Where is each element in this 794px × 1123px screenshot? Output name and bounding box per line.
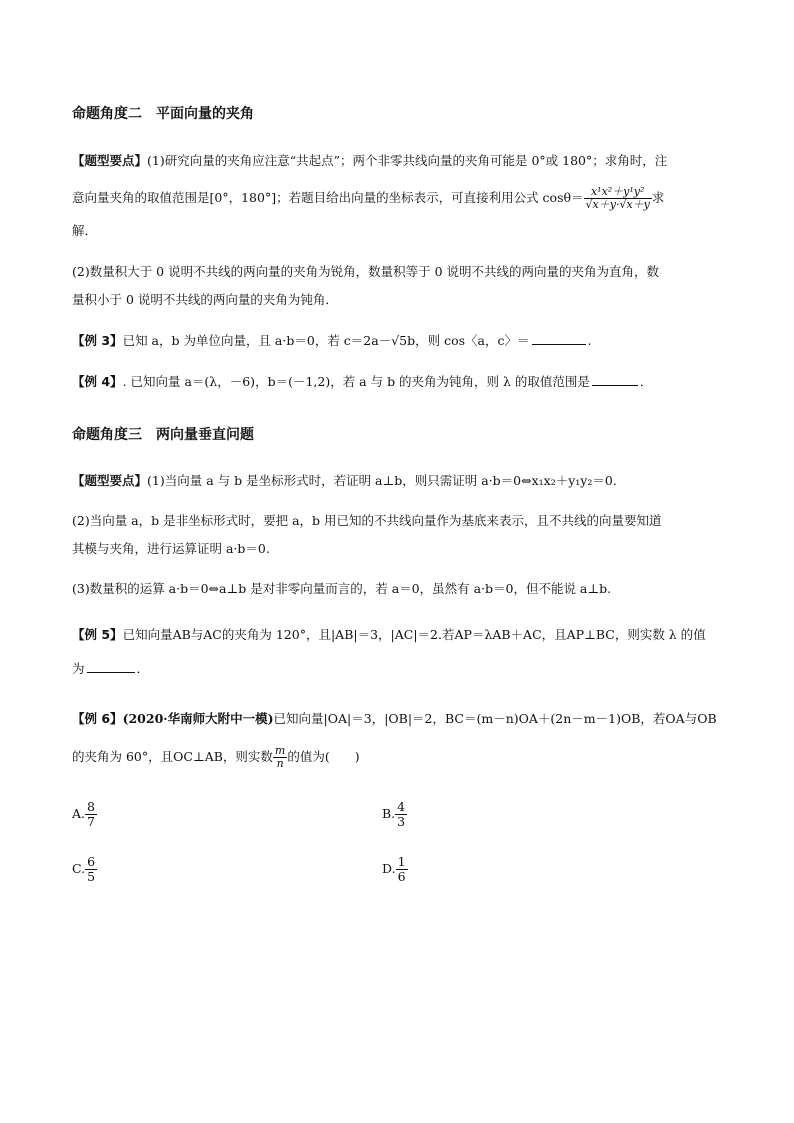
option-a[interactable] xyxy=(72,800,97,829)
sec3-point2-line2: 其模与夹角，进行运算证明 a·b＝0. xyxy=(72,541,270,556)
option-c[interactable] xyxy=(72,855,97,884)
example-5-line2 xyxy=(72,659,149,677)
text: 求 xyxy=(651,190,665,206)
m-over-n xyxy=(273,745,287,770)
formula-denominator: √x＋y·√x＋y xyxy=(585,198,650,212)
answer-blank[interactable] xyxy=(532,333,586,345)
sec3-point1 xyxy=(72,471,617,489)
sec2-point2-line2: 量积小于 0 说明不共线的两向量的夹角为钝角． xyxy=(72,292,338,307)
answer-blank[interactable] xyxy=(592,374,638,386)
answer-blank[interactable] xyxy=(87,661,135,673)
fraction-denominator: 7 xyxy=(87,813,95,829)
fraction-denominator: 5 xyxy=(87,868,96,884)
sec3-point2-line1: (2)当向量 a，b 是非坐标形式时，要把 a，b 用已知的不共线向量作为基底来表示，且不共线的向量要知道 xyxy=(72,513,662,528)
example-label: 【例 5】 xyxy=(72,627,123,642)
example-label: 【例 3】 xyxy=(72,333,123,348)
option-fraction xyxy=(85,855,97,884)
text: 意向量夹角的取值范围是[0°，180°]；若题目给出向量的坐标表示，可直接利用公式 cosθ＝ xyxy=(72,190,584,206)
sec2-point1-line1 xyxy=(72,151,667,169)
example-5-line1 xyxy=(72,625,706,643)
fraction-numerator: 6 xyxy=(87,854,96,869)
fraction-denominator: 6 xyxy=(397,868,406,884)
text: ． xyxy=(639,374,653,389)
option-letter: C. xyxy=(72,860,86,876)
option-fraction xyxy=(395,800,407,829)
fraction-numerator: 8 xyxy=(87,799,95,814)
section-3-title: 命题角度三 两向量垂直问题 xyxy=(72,427,254,443)
text: 的值为( ) xyxy=(287,749,360,765)
key-points-label: 【题型要点】 xyxy=(72,473,148,488)
text: . xyxy=(587,333,592,348)
example-6-line2 xyxy=(72,745,360,770)
sec2-point1-line3: 解． xyxy=(72,223,98,238)
text: (1)研究向量的夹角应注意“共起点”；两个非零共线向量的夹角可能是 0°或 180°；求角时，注 xyxy=(147,153,668,168)
fraction-numerator: m xyxy=(274,744,286,757)
fraction-denominator: 3 xyxy=(397,813,406,829)
example-label: 【例 4】 xyxy=(72,374,123,389)
text: 为 xyxy=(72,661,85,676)
option-fraction xyxy=(85,800,97,829)
text: ． xyxy=(136,661,150,676)
sec2-point2-line1: (2)数量积大于 0 说明不共线的两向量的夹角为锐角，数量积等于 0 说明不共线的两向量的夹角为直角，数 xyxy=(72,264,660,279)
example-text: 已知向量|OA|＝3，|OB|＝2，BC＝(m－n)OA＋(2n－m－1)OB，若OA与OB xyxy=(273,711,717,726)
section-2-title: 命题角度二 平面向量的夹角 xyxy=(72,106,254,122)
fraction-numerator: 4 xyxy=(397,799,406,814)
option-letter: A. xyxy=(72,805,86,821)
cos-formula xyxy=(584,186,652,211)
option-b[interactable] xyxy=(382,800,407,829)
option-fraction xyxy=(396,855,408,884)
example-text: 已知向量AB与AC的夹角为 120°，且|AB|＝3，|AC|＝2.若AP＝λAB＋AC，且AP⊥BC，则实数 λ 的值 xyxy=(122,627,706,642)
sec3-point3: (3)数量积的运算 a·b＝0⇔a⊥b 是对非零向量而言的，若 a＝0，虽然有 a·b＝0，但不能说 a⊥b. xyxy=(72,581,612,596)
option-letter: B. xyxy=(382,805,396,821)
example-text: . 已知向量 a＝(λ，－6)，b＝(－1,2)，若 a 与 b 的夹角为钝角，则 λ 的取值范围是 xyxy=(122,374,590,389)
key-points-label: 【题型要点】 xyxy=(72,153,148,168)
fraction-denominator: n xyxy=(276,757,284,771)
text: 的夹角为 60°，且OC⊥AB，则实数 xyxy=(72,749,273,765)
sec2-point1-line2 xyxy=(72,186,664,211)
option-letter: D. xyxy=(382,860,396,876)
formula-numerator: x¹x²＋y¹y² xyxy=(584,186,652,199)
example-text: 已知 a，b 为单位向量，且 a·b＝0，若 c＝2a－√5b，则 cos〈a，c〉＝ xyxy=(122,333,530,348)
fraction-numerator: 1 xyxy=(397,854,406,869)
option-d[interactable] xyxy=(382,855,408,884)
example-3 xyxy=(72,331,591,349)
example-label: 【例 6】 xyxy=(72,711,123,726)
example-4 xyxy=(72,372,652,390)
example-source: (2020·华南师大附中一模) xyxy=(122,711,274,726)
example-6-line1 xyxy=(72,709,717,727)
text: (1)当向量 a 与 b 是坐标形式时，若证明 a⊥b，则只需证明 a·b＝0⇔x₁x₂＋y₁y₂＝0. xyxy=(147,473,617,488)
